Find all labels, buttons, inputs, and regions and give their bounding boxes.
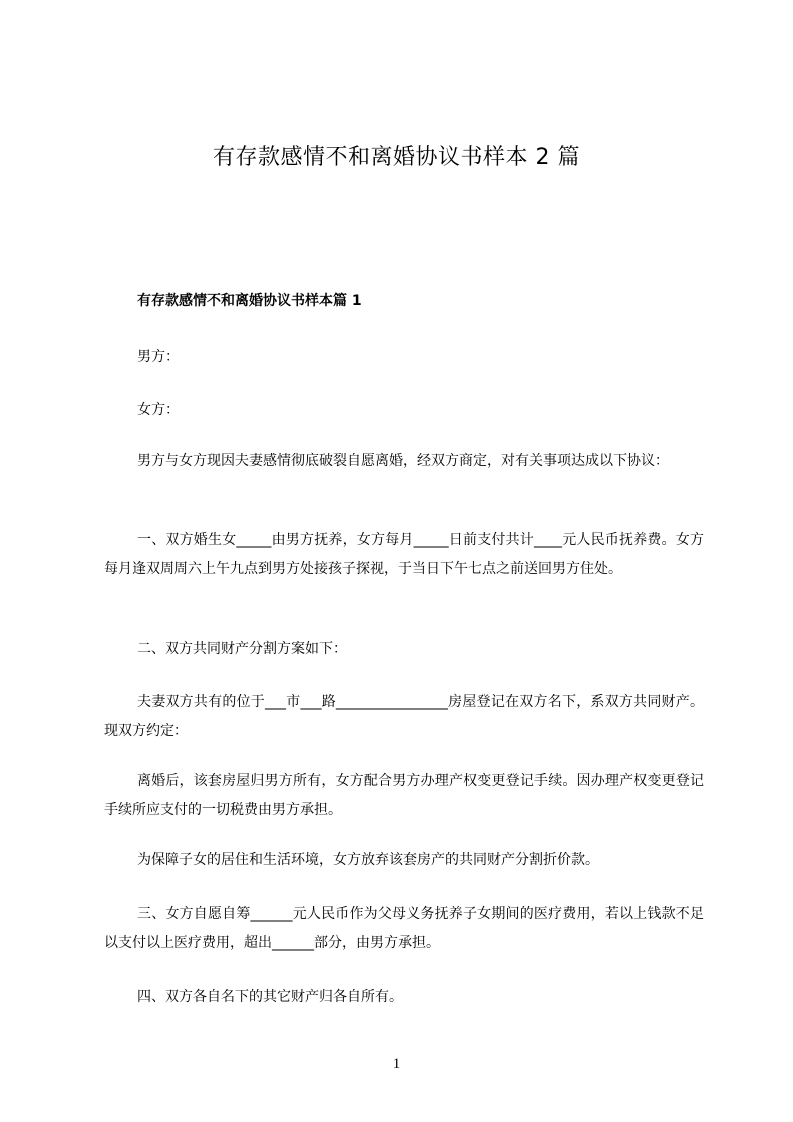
section-heading: 有存款感情不和离婚协议书样本篇 1: [137, 293, 362, 309]
paragraph-waive-compensation: 为保障子女的居住和生活环境，女方放弃该套房产的共同财产分割折价款。: [137, 852, 599, 868]
paragraph-agreement-intro: 男方与女方现因夫妻感情彻底破裂自愿离婚，经双方商定，对有关事项达成以下协议：: [137, 453, 669, 469]
paragraph-property-location: 夫妻双方共有的位于___市___路________________房屋登记在双方名下，系双方共同财产。现双方约定：: [104, 694, 704, 739]
paragraph-house-ownership: 离婚后，该套房屋归男方所有，女方配合男方办理产权变更登记手续。因办理产权变更登记手续所应支付的一切税费由男方承担。: [104, 773, 704, 818]
paragraph-male-party: 男方：: [137, 349, 179, 365]
page-number: 1: [392, 1056, 401, 1072]
paragraph-clause-1-child-custody: 一、双方婚生女_____由男方抚养，女方每月_____日前支付共计____元人民币抚养费。女方每月逢双周周六上午九点到男方处接孩子探视，于当日下午七点之前送回男方住处。: [104, 532, 704, 577]
paragraph-clause-3-medical-expenses: 三、女方自愿自筹______元人民币作为父母义务抚养子女期间的医疗费用，若以上钱款不足以支付以上医疗费用，超出______部分，由男方承担。: [104, 906, 704, 951]
document-title: 有存款感情不和离婚协议书样本 2 篇: [213, 145, 580, 170]
paragraph-clause-4-other-property: 四、双方各自名下的其它财产归各自所有。: [137, 989, 403, 1005]
paragraph-clause-2-property-heading: 二、双方共同财产分割方案如下：: [137, 641, 347, 657]
paragraph-female-party: 女方：: [137, 402, 179, 418]
